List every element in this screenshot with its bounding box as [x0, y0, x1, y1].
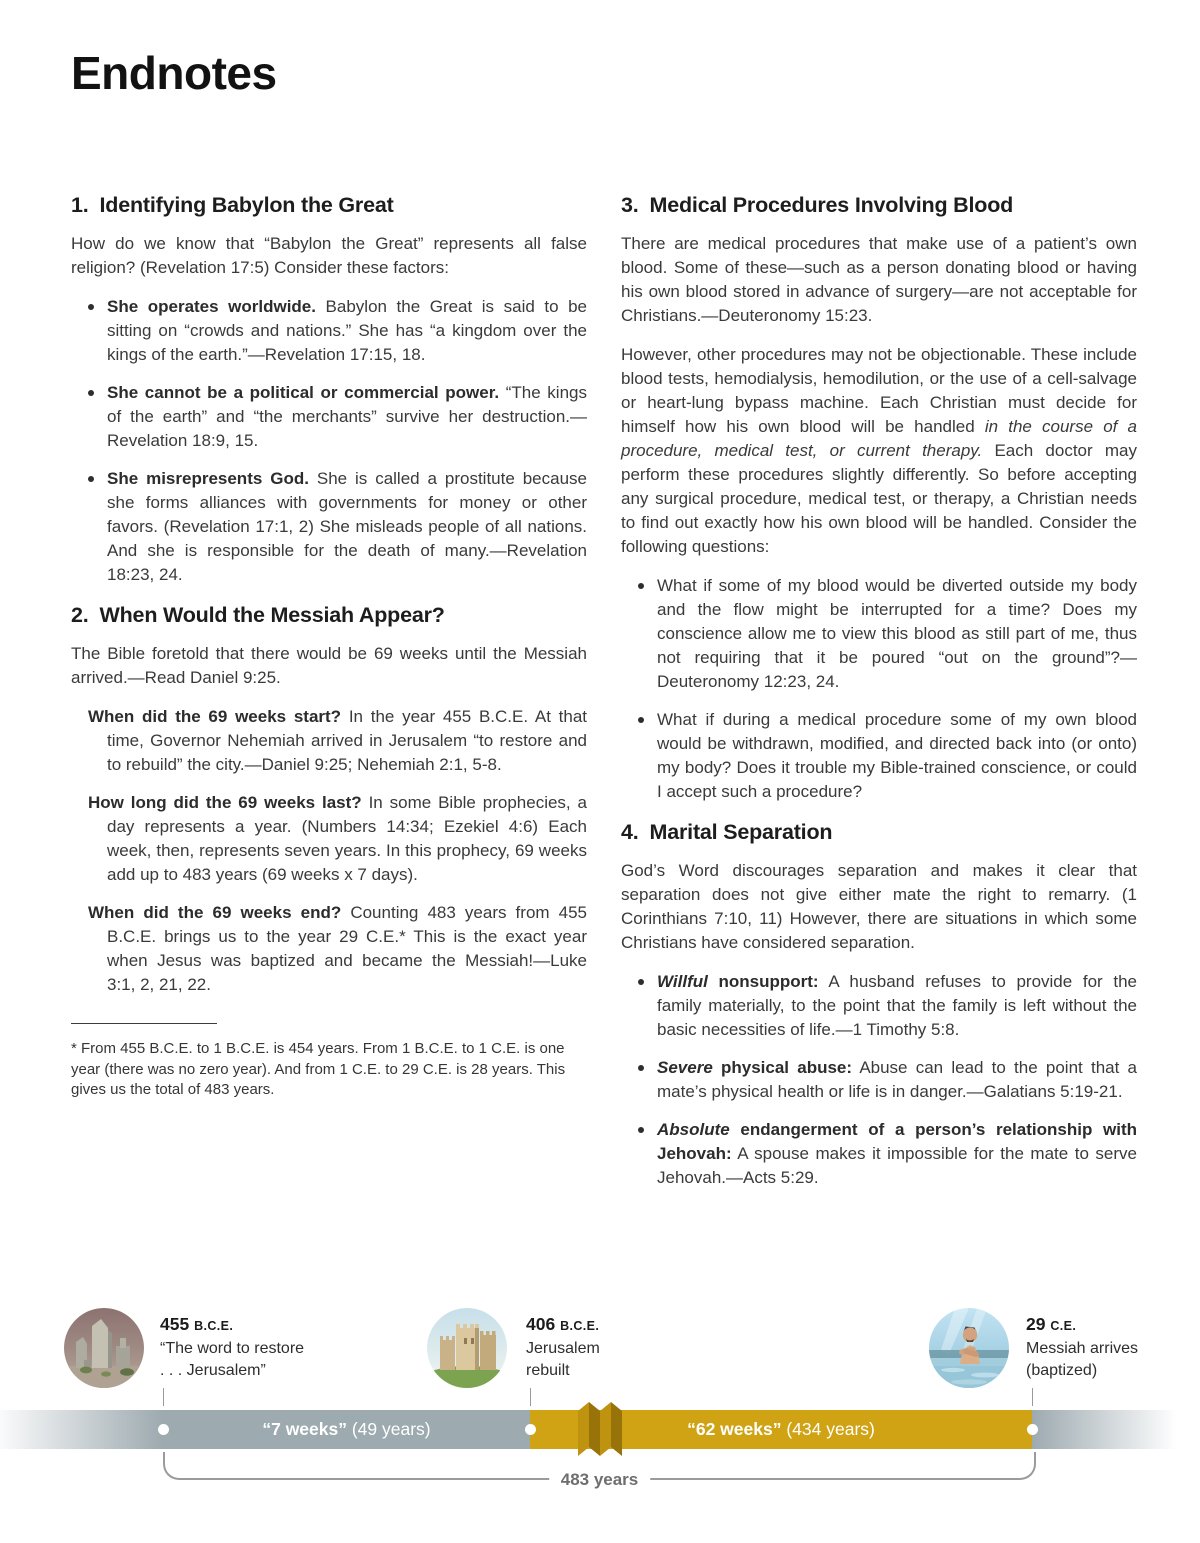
paragraph-text: Each doctor may perform these procedures slightly differently. So before accepting any surgical procedure, medical test, or therapy, a Christian needs to find out exactly how his own blood will be handled. Consider the following questions: [621, 441, 1137, 556]
section-2-number: 2. [71, 603, 89, 627]
bullet-bold-lead: physical abuse: [721, 1058, 853, 1077]
paragraph-text: However, other procedures may not be objectionable. These include blood tests, hemodialysis, hemodilution, or the use of a cell-salvage or heart-lung bypass machine. Each Christian must decide for himself how his own blood will be handled [621, 345, 1137, 436]
milestone-caption: Jerusalem [526, 1340, 600, 1357]
section-3-paragraph-1: There are medical procedures that make use of a patient’s own blood. Some of these—such as a person donating blood or having his own blood stored in advance of surgery—are not acceptable for Christians.—Deuteronomy 15:23. [621, 234, 1137, 325]
bullet-text: A spouse makes it impossible for the mate to serve Jehovah.—Acts 5:29. [657, 1144, 1137, 1187]
ruins-icon [64, 1308, 144, 1388]
question-text: Counting 483 years from 455 B.C.E. brings us to the year 29 C.E.* This is the exact year when Jesus was baptized and became the Messiah!—Luke 3:1, 2, 21, 22. [107, 903, 587, 994]
bar-label-rest: (49 years) [351, 1419, 431, 1439]
bullet-text: What if during a medical procedure some of my own blood would be withdrawn, modified, and directed back into (or onto) my body? Does it trouble my Bible-trained conscience, or could I accept such a procedure? [657, 710, 1137, 801]
timeline-tick [530, 1388, 531, 1406]
rebuilt-city-icon [427, 1308, 507, 1388]
milestone-year: 406 B.C.E. [526, 1314, 600, 1334]
timeline-dot [158, 1424, 169, 1435]
timeline-left-fade [0, 1410, 163, 1449]
page-title: Endnotes [71, 47, 277, 99]
bullet-italic-lead: Willful [657, 972, 708, 991]
milestone-406-label [526, 1312, 600, 1382]
milestone-caption: rebuilt [526, 1362, 570, 1379]
section-4-title: Marital Separation [649, 820, 833, 844]
bar-label-bold: “7 weeks” [262, 1419, 347, 1439]
bullet-text: A husband refuses to provide for the family materially, to the point that the family is left without the basic necessities of life.—1 Timothy 5:8. [657, 972, 1137, 1039]
question-text: In some Bible prophecies, a day represents a year. (Numbers 14:34; Ezekiel 4:6) Each week, then, represents seven years. In this prophecy, 69 weeks add up to 483 years (69 weeks x 7 days). [107, 793, 587, 884]
section-3-title: Medical Procedures Involving Blood [649, 193, 1014, 217]
bullet-bold-lead: endangerment of a person’s relationship with Jehovah: [657, 1120, 1137, 1163]
bullet-text: She is called a prostitute because she forms alliances with governments for money or other favors. (Revelation 17:1, 2) She misleads people of all nations. And she is responsible for the death of many.—Revelation 18:23, 24. [107, 469, 587, 584]
milestone-29-label [1026, 1312, 1138, 1382]
milestone-455-label [160, 1312, 304, 1382]
bullet-text: Abuse can lead to the point that a mate’s physical health or life is in danger.—Galatians 5:19-21. [657, 1058, 1137, 1101]
bullet-text: What if some of my blood would be diverted outside my body and the flow might be interrupted for a time? Does my conscience allow me to view this blood as still part of me, thus not requiring that it be poured “out on the ground”?—Deuteronomy 12:23, 24. [657, 576, 1137, 691]
section-2-title: When Would the Messiah Appear? [99, 603, 445, 627]
milestone-year: 455 B.C.E. [160, 1314, 234, 1334]
section-1-title: Identifying Babylon the Great [99, 193, 394, 217]
timeline-dot [1027, 1424, 1038, 1435]
section-1-number: 1. [71, 193, 89, 217]
paragraph-italic-text: in the course of a procedure, medical test, or current therapy. [621, 417, 1137, 460]
section-2-intro: The Bible foretold that there would be 69 weeks until the Messiah arrived.—Read Daniel 9:25. [71, 644, 587, 687]
timeline-tick [163, 1388, 164, 1406]
milestone-year: 29 C.E. [1026, 1314, 1077, 1334]
question-lead: When did the 69 weeks start? [88, 707, 342, 726]
milestone-caption: (baptized) [1026, 1362, 1098, 1379]
question-lead: When did the 69 weeks end? [88, 903, 342, 922]
timeline-right-fade [1032, 1410, 1177, 1449]
total-years-brace [163, 1452, 1036, 1489]
bullet-lead: She misrepresents God. [107, 469, 309, 488]
section-3-number: 3. [621, 193, 639, 217]
bullet-lead: She operates worldwide. [107, 297, 316, 316]
section-4-intro: God’s Word discourages separation and makes it clear that separation does not give either mate the right to remarry. (1 Corinthians 7:10, 11) However, there are situations in which some Christians have considered separation. [621, 861, 1137, 952]
milestone-caption: Messiah arrives [1026, 1340, 1139, 1357]
ruins-illustration [64, 1308, 144, 1388]
footnote-text: * From 455 B.C.E. to 1 B.C.E. is 454 years. From 1 B.C.E. to 1 C.E. is one year (there was no zero year). And from 1 C.E. to 29 C.E. is 28 years. This gives us the total of 483 years. [71, 1040, 566, 1098]
bar-label-rest: (434 years) [786, 1419, 875, 1439]
baptism-illustration [929, 1308, 1009, 1388]
seven-weeks-bar [163, 1410, 530, 1449]
question-lead: How long did the 69 weeks last? [88, 793, 362, 812]
timeline-dot [525, 1424, 536, 1435]
section-4-number: 4. [621, 820, 639, 844]
baptism-icon [929, 1308, 1009, 1388]
bullet-italic-lead: Severe [657, 1058, 713, 1077]
milestone-caption: “The word to restore [160, 1340, 305, 1357]
milestone-caption: . . . Jerusalem” [160, 1362, 266, 1379]
section-1-intro: How do we know that “Babylon the Great” represents all false religion? (Revelation 17:5) Consider these factors: [71, 234, 587, 277]
bullet-text: “The kings of the earth” and “the merchants” survive her destruction.—Revelation 18:9, 15. [107, 383, 587, 450]
bullet-italic-lead: Absolute [657, 1120, 730, 1139]
bullet-text: Babylon the Great is said to be sitting on “crowds and nations.” She has “a kingdom over the kings of the earth.”—Revelation 17:15, 18. [107, 297, 587, 364]
timeline-tick [1032, 1388, 1033, 1406]
bullet-bold-lead: nonsupport: [718, 972, 819, 991]
bullet-lead: She cannot be a political or commercial power. [107, 383, 500, 402]
bar-label-bold: “62 weeks” [687, 1419, 782, 1439]
timeline-break-icon [576, 1401, 624, 1458]
total-years-label: 483 years [549, 1470, 651, 1490]
question-text: In the year 455 B.C.E. At that time, Governor Nehemiah arrived in Jerusalem “to restore and to rebuild” the city.—Daniel 9:25; Nehemiah 2:1, 5-8. [107, 707, 588, 774]
jerusalem-rebuilt-illustration [427, 1308, 507, 1388]
